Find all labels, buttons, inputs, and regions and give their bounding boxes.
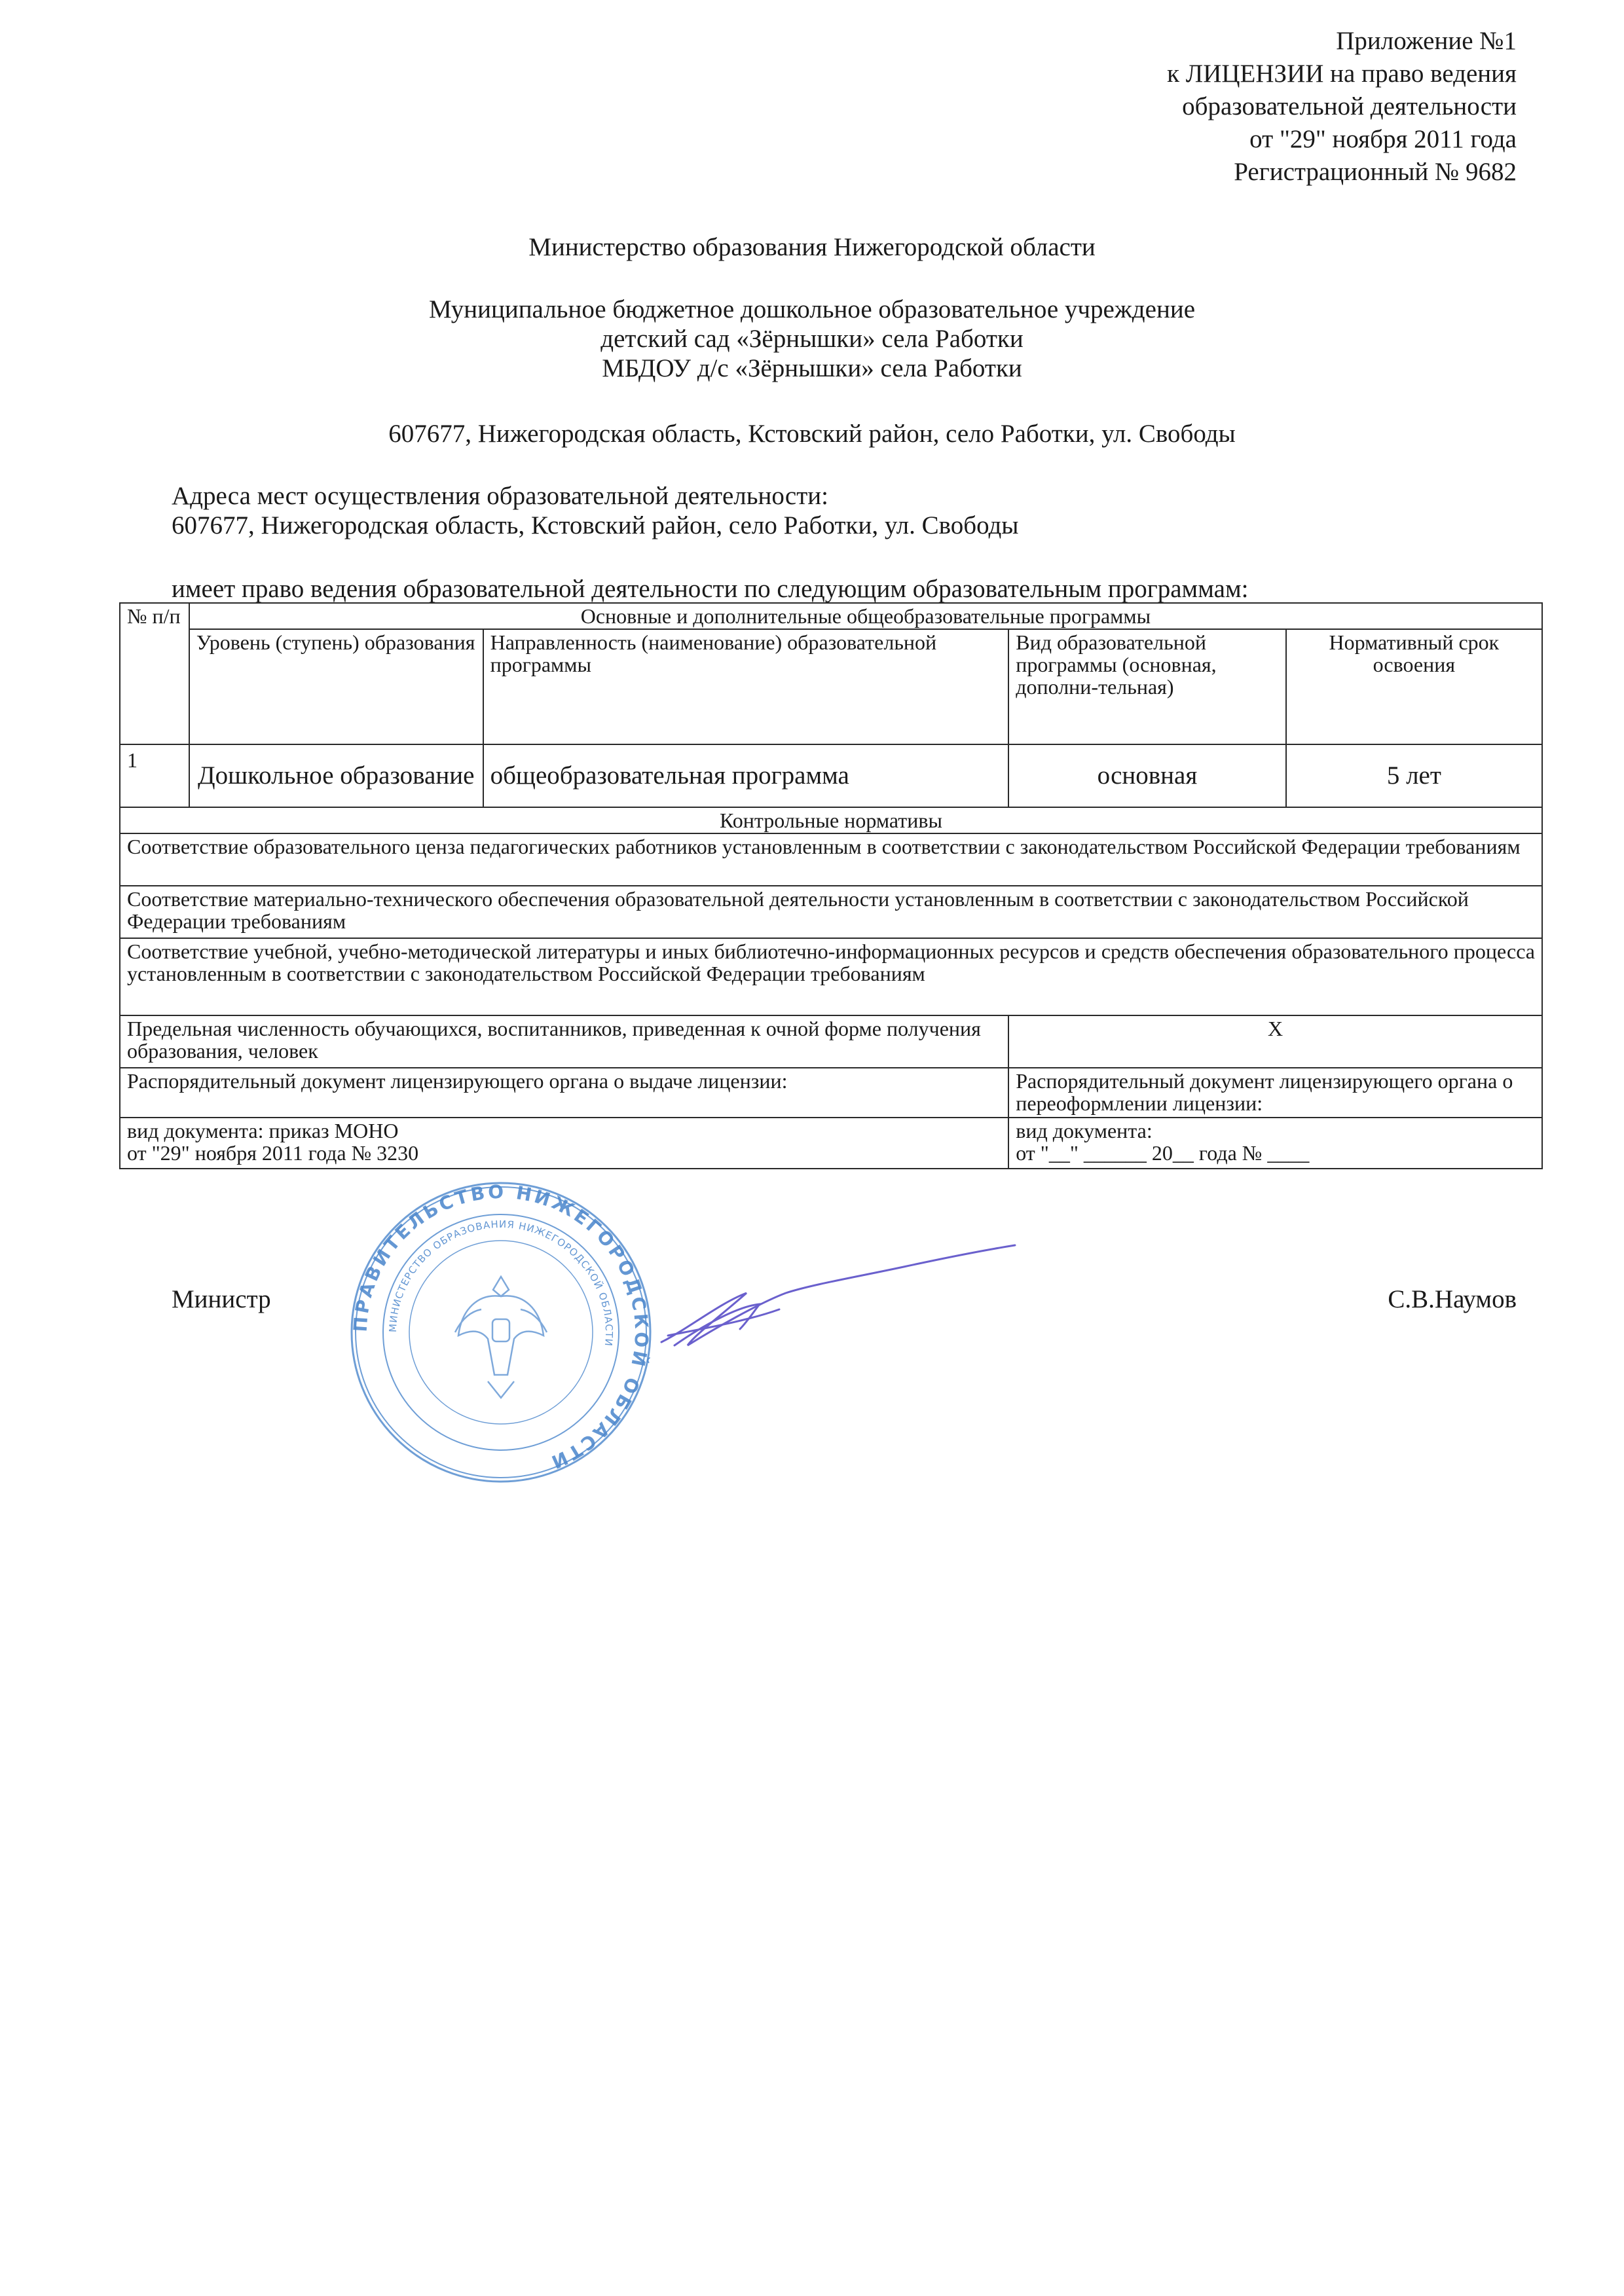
row-term: 5 лет	[1286, 744, 1542, 807]
rights-statement: имеет право ведения образовательной деятельности по следующим образовательным программам:	[172, 575, 1249, 603]
institution-short-name: МБДОУ д/с «Зёрнышки» села Работки	[602, 354, 1022, 382]
institution-address: 607677, Нижегородская область, Кстовский район, село Работки, ул. Свободы	[388, 420, 1236, 448]
num-header: № п/п	[120, 603, 189, 744]
doc-issue-date: от "29" ноября 2011 года № 3230	[127, 1141, 419, 1165]
signer-name: С.В.Наумов	[1388, 1285, 1517, 1313]
stamp-outer-text: ПРАВИТЕЛЬСТВО НИЖЕГОРОДСКОЙ ОБЛАСТИ	[349, 1180, 653, 1474]
level-header: Уровень (ступень) образования	[189, 629, 483, 744]
appendix-reg-number: Регистрационный № 9682	[1234, 158, 1517, 186]
doc-reissue-cell	[1008, 1118, 1542, 1169]
signature-mark	[648, 1231, 1022, 1368]
norm-material: Соответствие материально-технического обеспечения образовательной деятельности установленным в соответствии с законодательством Российской Федерации требованиям	[120, 886, 1542, 938]
max-students-value: X	[1008, 1015, 1542, 1068]
row-kind: основная	[1008, 744, 1285, 807]
doc-issue-cell	[120, 1118, 1008, 1169]
appendix-block	[1167, 25, 1517, 189]
programs-header: Основные и дополнительные общеобразовательные программы	[189, 603, 1542, 629]
control-header: Контрольные нормативы	[120, 807, 1542, 833]
ministry-name: Министерство образования Нижегородской области	[528, 233, 1096, 261]
doc-issue-kind: вид документа: приказ МОНО	[127, 1119, 399, 1142]
term-header: Нормативный срок освоения	[1286, 629, 1542, 744]
activity-addresses	[172, 481, 1019, 540]
activity-addresses-label: Адреса мест осуществления образовательной деятельности:	[172, 482, 828, 510]
appendix-title: Приложение №1	[1336, 27, 1517, 55]
stamp-inner-text: МИНИСТЕРСТВО ОБРАЗОВАНИЯ НИЖЕГОРОДСКОЙ ОБЛАСТИ	[386, 1218, 616, 1347]
institution-full-name: Муниципальное бюджетное дошкольное образовательное учреждение	[429, 295, 1195, 323]
coat-of-arms-icon	[455, 1277, 547, 1398]
norm-library: Соответствие учебной, учебно-методической литературы и иных библиотечно-информационных ресурсов и средств обеспечения образовательного процесса установленным в соответствии с законодательством Российской Федерации требованиям	[120, 938, 1542, 1015]
signer-position: Министр	[172, 1285, 271, 1313]
activity-addresses-value: 607677, Нижегородская область, Кстовский район, село Работки, ул. Свободы	[172, 511, 1019, 539]
doc-issue-header: Распорядительный документ лицензирующего органа о выдаче лицензии:	[120, 1068, 1008, 1118]
official-stamp	[347, 1178, 655, 1486]
appendix-activity: образовательной деятельности	[1182, 92, 1517, 120]
row-direction: общеобразовательная программа	[483, 744, 1009, 807]
max-students-label: Предельная численность обучающихся, воспитанников, приведенная к очной форме получения образования, человек	[120, 1015, 1008, 1068]
institution-name-line2: детский сад «Зёрнышки» села Работки	[600, 325, 1024, 353]
doc-reissue-kind: вид документа:	[1016, 1119, 1153, 1142]
doc-reissue-date: от "__" ______ 20__ года № ____	[1016, 1141, 1310, 1165]
row-num: 1	[120, 744, 189, 807]
table-row	[120, 744, 1542, 807]
row-level: Дошкольное образование	[189, 744, 483, 807]
programs-table	[119, 602, 1543, 1169]
kind-header: Вид образовательной программы (основная, дополни-тельная)	[1008, 629, 1285, 744]
appendix-date: от "29" ноября 2011 года	[1249, 125, 1517, 153]
direction-header: Направленность (наименование) образовательной программы	[483, 629, 1009, 744]
svg-text:МИНИСТЕРСТВО ОБРАЗОВАНИЯ НИЖЕГ	[387, 1218, 615, 1347]
norm-teachers: Соответствие образовательного ценза педагогических работников установленным в соответствии с законодательством Российской Федерации требованиям	[120, 833, 1542, 886]
appendix-license-ref: к ЛИЦЕНЗИИ на право ведения	[1167, 60, 1517, 88]
doc-reissue-header: Распорядительный документ лицензирующего органа о переоформлении лицензии:	[1008, 1068, 1542, 1118]
institution-block	[0, 295, 1624, 383]
